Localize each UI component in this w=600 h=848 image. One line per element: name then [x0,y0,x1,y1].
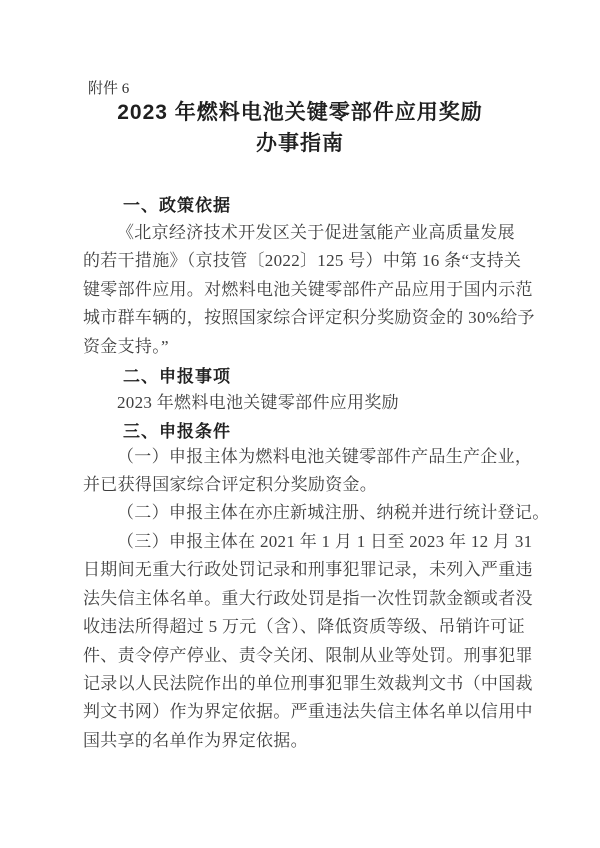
condition-text-line: 记录以人民法院作出的单位刑事犯罪生效裁判文书（中国裁 [83,673,533,693]
section-heading-policy-basis: 一、政策依据 [123,196,231,215]
attachment-label: 附件 6 [88,81,130,97]
condition-text-line: 国共享的名单作为界定依据。 [83,730,308,750]
policy-text-line: 《北京经济技术开发区关于促进氢能产业高质量发展 [117,223,515,242]
condition-text-line: （一）申报主体为燃料电池关键零部件产品生产企业， [117,447,533,466]
condition-item-3 [83,528,533,755]
condition-item-1 [83,443,533,500]
condition-text-line: 判文书网）作为界定依据。严重违法失信主体名单以信用中 [83,702,533,722]
policy-text-line: 的若干措施》（京技管〔2022〕125 号）中第 16 条“支持关 [83,251,522,271]
document-title-line1: 2023 年燃料电池关键零部件应用奖励 [117,101,483,124]
section-heading-application-matter: 二、申报事项 [123,367,231,386]
policy-text-line: 资金支持。” [83,336,169,356]
condition-text-line: 日期间无重大行政处罚记录和刑事犯罪记录，未列入严重违 [83,560,533,580]
application-matter-text: 2023 年燃料电池关键零部件应用奖励 [117,393,399,412]
condition-text-line: 法失信主体名单。重大行政处罚是指一次性罚款金额或者没 [83,588,533,608]
policy-text-line: 城市群车辆的，按照国家综合评定积分奖励资金的 30%给予 [83,308,535,328]
condition-item-2 [83,499,550,527]
condition-text-line: 并已获得国家综合评定积分奖励资金。 [83,475,378,495]
application-matter-paragraph [83,389,520,417]
condition-text-line: （三）申报主体在 2021 年 1 月 1 日至 2023 年 12 月 31 [117,532,533,551]
document-title-line2: 办事指南 [256,132,344,155]
condition-text-line: 件、责令停产停业、责令关闭、限制从业等处罚。刑事犯罪 [83,645,533,665]
policy-basis-paragraph [83,219,535,361]
condition-text-line: （二）申报主体在亦庄新城注册、纳税并进行统计登记。 [117,503,550,522]
condition-text-line: 收违法所得超过 5 万元（含）、降低资质等级、吊销许可证 [83,617,525,637]
document-title [0,97,600,159]
policy-text-line: 键零部件应用。对燃料电池关键零部件产品应用于国内示范 [83,279,533,299]
section-heading-application-conditions: 三、申报条件 [123,422,231,441]
